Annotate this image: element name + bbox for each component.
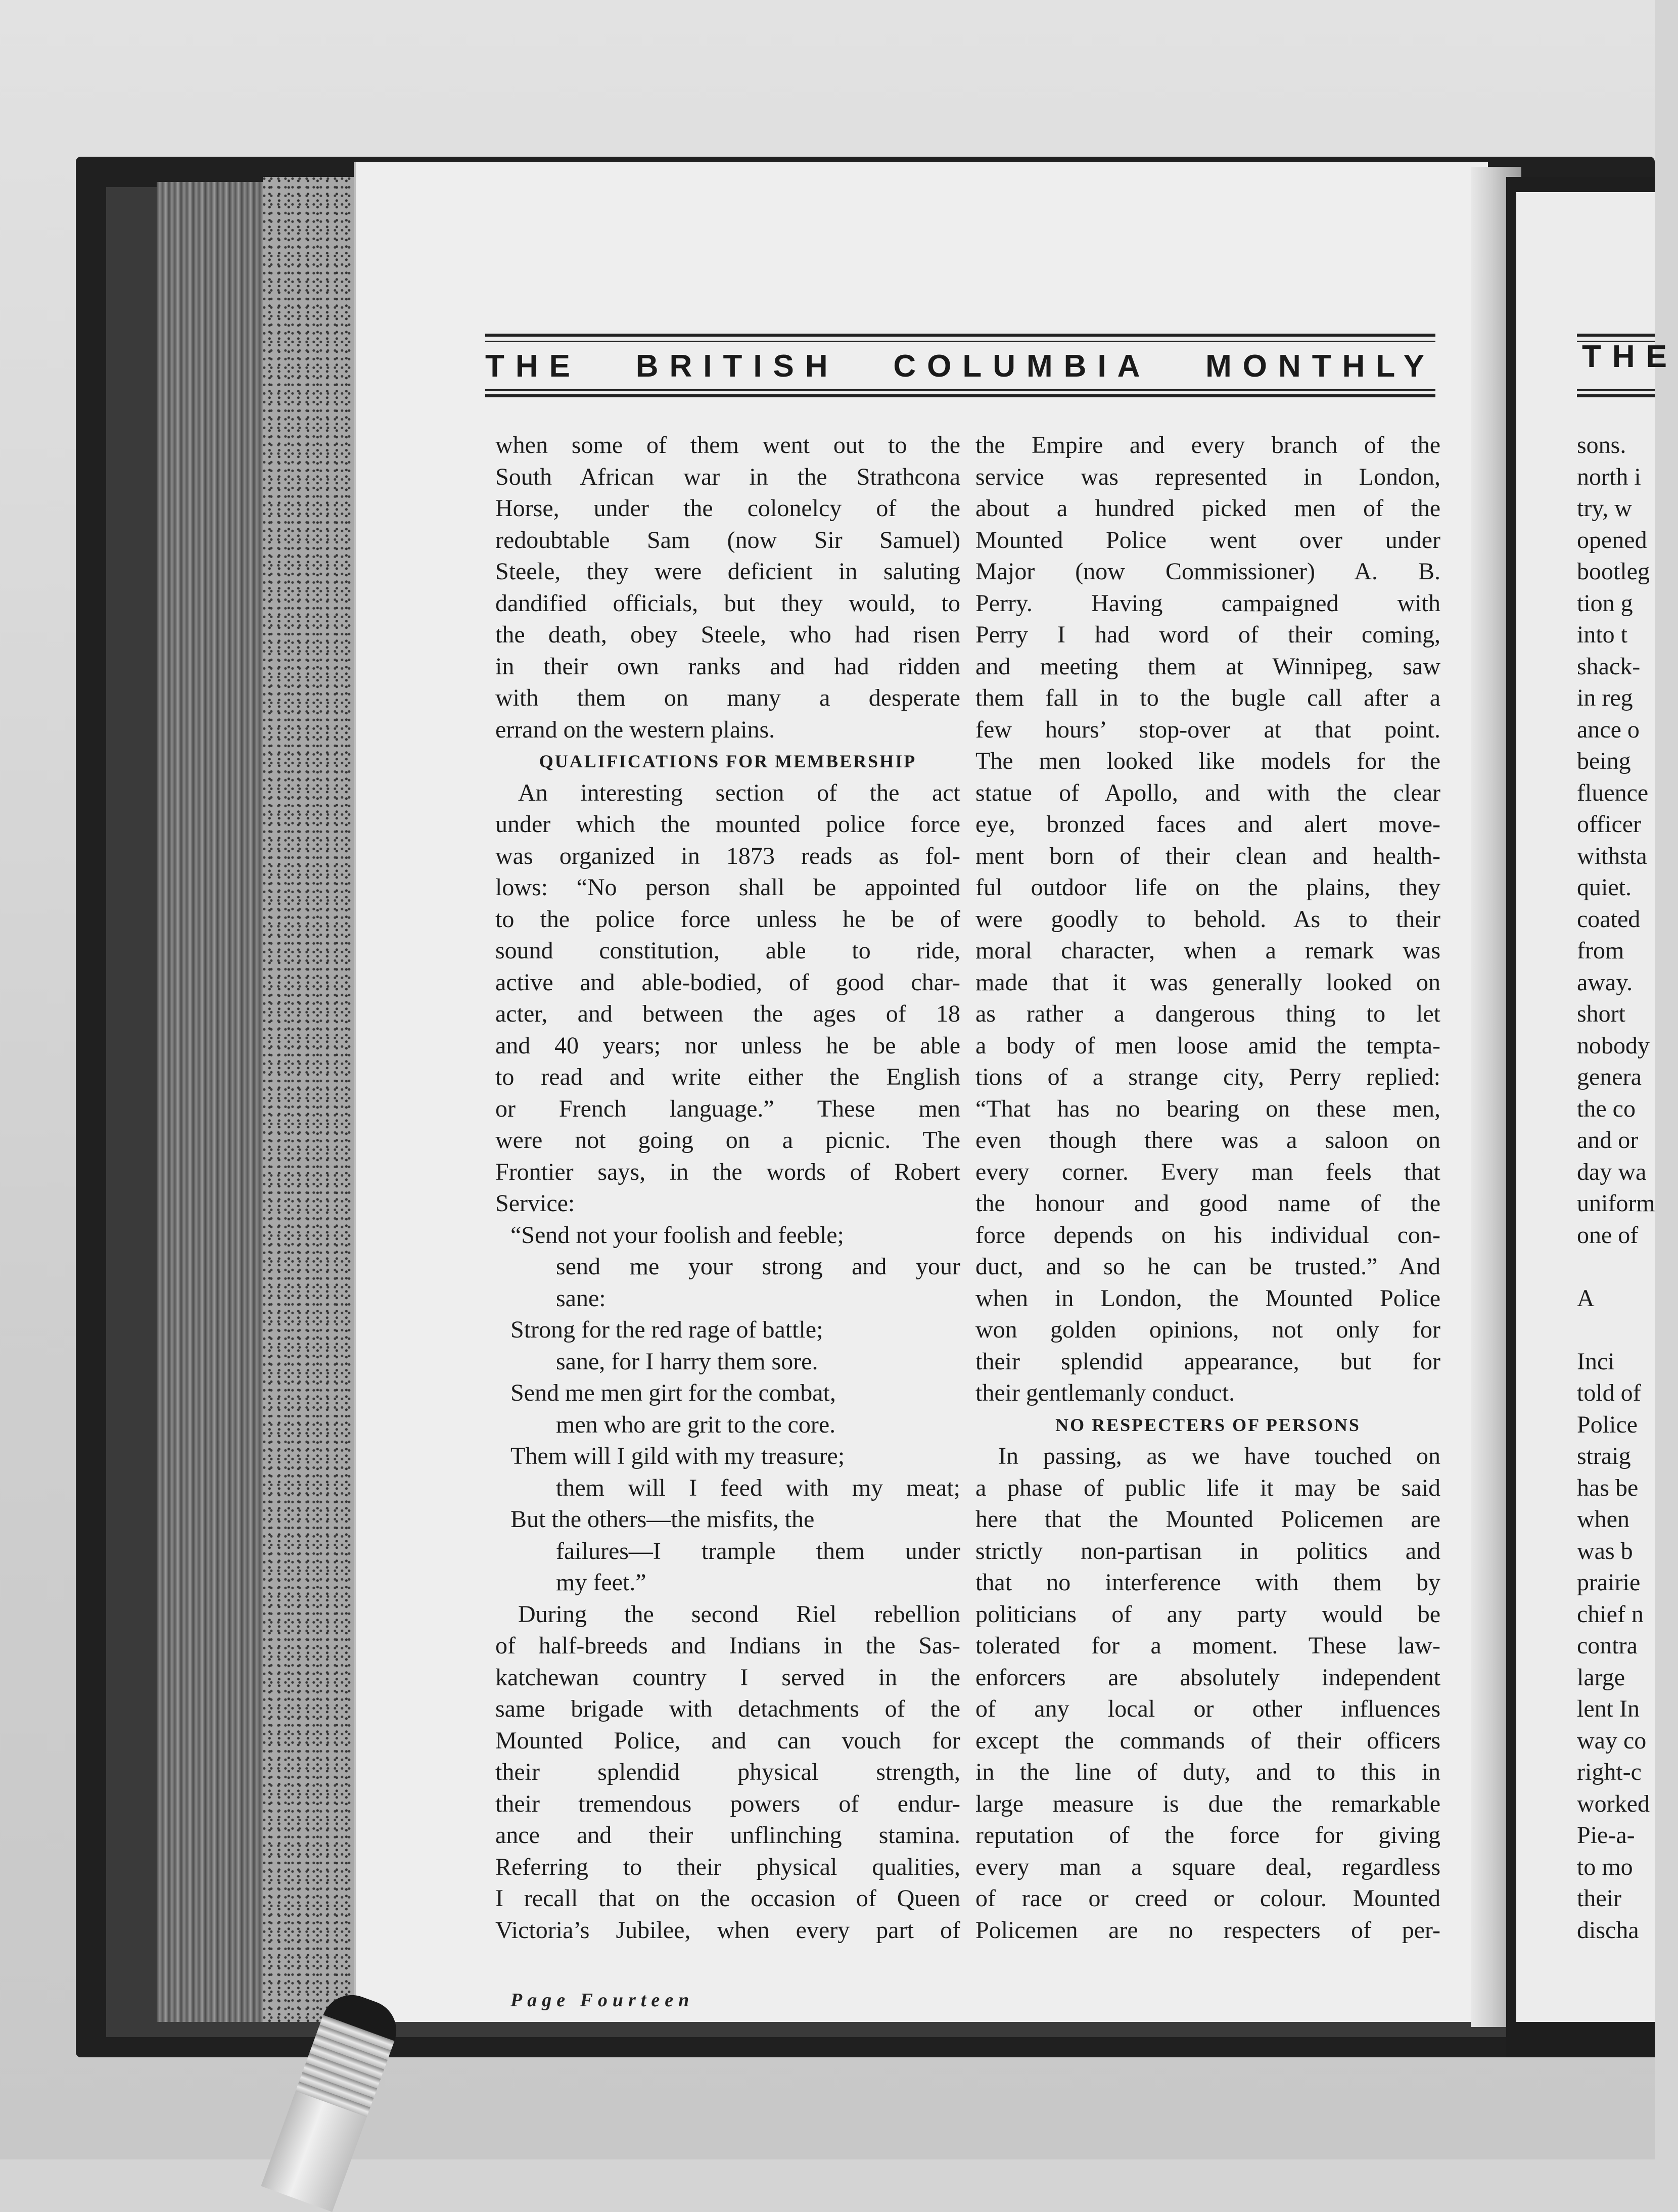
facing-text-line: one of — [1577, 1221, 1639, 1249]
text-line: of any local or other influences — [975, 1695, 1440, 1722]
text-line: tions of a strange city, Perry replied: — [975, 1064, 1440, 1090]
text-line: Major (now Commissioner) A. B. — [975, 558, 1440, 585]
text-line: dandified officials, but they would, to — [495, 589, 960, 617]
header-rule-top-thin — [485, 341, 1435, 342]
facing-text-line: into t — [1577, 621, 1628, 648]
text-line: even though there was a saloon on — [975, 1127, 1440, 1154]
text-line: Frontier says, in the words of Robert — [495, 1158, 960, 1185]
text-line: Policemen are no respecters of per- — [975, 1916, 1440, 1944]
facing-text-line: the co — [1577, 1095, 1636, 1122]
text-line: reputation of the force for giving — [975, 1822, 1440, 1849]
text-line: their tremendous powers of endur- — [495, 1790, 960, 1817]
facing-text-line: north i — [1577, 463, 1641, 490]
text-line: about a hundred picked men of the — [975, 495, 1440, 522]
poem-line: them will I feed with my meat; — [556, 1474, 960, 1501]
text-line: Perry I had word of their coming, — [975, 621, 1440, 648]
text-line: enforcers are absolutely independent — [975, 1664, 1440, 1691]
poem-line: Send me men girt for the combat, — [510, 1379, 836, 1406]
facing-text-line: contra — [1577, 1632, 1638, 1659]
facing-text-line: Pie-a- — [1577, 1822, 1635, 1849]
header-word: BRITISH — [635, 349, 839, 384]
section-heading: QUALIFICATIONS FOR MEMBERSHIP — [539, 751, 917, 771]
facing-text-line: ance o — [1577, 716, 1640, 743]
running-header — [485, 334, 1435, 399]
facing-text-line: prairie — [1577, 1569, 1641, 1596]
header-word: MONTHLY — [1205, 349, 1435, 384]
facing-text-line: worked — [1577, 1790, 1650, 1817]
poem-line: my feet.” — [556, 1569, 646, 1596]
facing-text-line: fluence — [1577, 779, 1649, 806]
text-line: their splendid physical strength, — [495, 1759, 960, 1785]
header-rule-bottom — [485, 394, 1435, 397]
text-line: large measure is due the remarkable — [975, 1790, 1440, 1817]
facing-text-line: has be — [1577, 1474, 1639, 1501]
text-line: same brigade with detachments of the — [495, 1695, 960, 1722]
text-line: few hours’ stop-over at that point. — [975, 716, 1440, 743]
poem-line: men who are grit to the core. — [556, 1411, 836, 1438]
text-line: every man a square deal, regardless — [975, 1853, 1440, 1880]
poem-line: sane, for I harry them sore. — [556, 1348, 818, 1375]
text-line: a phase of public life it may be said — [975, 1474, 1440, 1501]
page-number-footer: Page Fourteen — [510, 1990, 694, 2011]
facing-text-line: way co — [1577, 1727, 1647, 1754]
text-line: as rather a dangerous thing to let — [975, 1000, 1440, 1027]
text-line: South African war in the Strathcona — [495, 463, 960, 490]
text-line: the death, obey Steele, who had risen — [495, 621, 960, 648]
facing-header: THE — [1582, 339, 1678, 374]
poem-line: Strong for the red rage of battle; — [510, 1316, 823, 1343]
facing-text-line: straig — [1577, 1443, 1631, 1469]
header-rule-bottom-thin — [485, 389, 1435, 391]
text-line: were goodly to behold. As to their — [975, 905, 1440, 933]
text-line: An interesting section of the act — [518, 779, 960, 806]
facing-text-line: withsta — [1577, 842, 1647, 869]
section-heading: NO RESPECTERS OF PERSONS — [1055, 1414, 1361, 1435]
text-line: the honour and good name of the — [975, 1190, 1440, 1217]
poem-line: Them will I gild with my treasure; — [510, 1443, 845, 1469]
facing-text-line: Inci — [1577, 1348, 1615, 1375]
poem-line: But the others—the misfits, the — [510, 1506, 815, 1533]
text-line: to read and write either the English — [495, 1064, 960, 1090]
poem-line: send me your strong and your — [556, 1253, 960, 1280]
text-line: of race or creed or colour. Mounted — [975, 1885, 1440, 1912]
header-word: COLUMBIA — [893, 349, 1151, 384]
text-line: acter, and between the ages of 18 — [495, 1000, 960, 1027]
facing-text-line: away. — [1577, 969, 1633, 996]
text-line: the Empire and every branch of the — [975, 432, 1440, 458]
text-line: In passing, as we have touched on — [998, 1443, 1440, 1469]
text-line: force depends on his individual con- — [975, 1221, 1440, 1249]
text-line: Referring to their physical qualities, — [495, 1853, 960, 1880]
text-line: statue of Apollo, and with the clear — [975, 779, 1440, 806]
facing-header-rule — [1577, 334, 1655, 337]
text-line: “That has no bearing on these men, — [975, 1095, 1440, 1122]
text-line: won golden opinions, not only for — [975, 1316, 1440, 1343]
facing-text-line: and or — [1577, 1127, 1639, 1154]
text-line: except the commands of their officers — [975, 1727, 1440, 1754]
facing-header-rule-bottom-thin — [1577, 389, 1655, 391]
text-line: were not going on a picnic. The — [495, 1127, 960, 1154]
text-line: or French language.” These men — [495, 1095, 960, 1122]
facing-text-line: tion g — [1577, 589, 1633, 617]
facing-text-line — [1577, 1251, 1658, 1283]
text-line: During the second Riel rebellion — [518, 1600, 960, 1628]
facing-text-line: was b — [1577, 1537, 1633, 1564]
facing-text-line: told of — [1577, 1379, 1641, 1406]
left-text-column — [495, 430, 960, 1946]
text-line: made that it was generally looked on — [975, 969, 1440, 996]
text-line: I recall that on the occasion of Queen — [495, 1885, 960, 1912]
text-line: duct, and so he can be trusted.” And — [975, 1253, 1440, 1280]
text-line: ful outdoor life on the plains, they — [975, 874, 1440, 901]
header-rule-top — [485, 334, 1435, 337]
text-line: with them on many a desperate — [495, 684, 960, 711]
facing-text-line: quiet. — [1577, 874, 1632, 901]
text-line: lows: “No person shall be appointed — [495, 874, 960, 901]
facing-text-line: large — [1577, 1664, 1625, 1691]
text-line: katchewan country I served in the — [495, 1664, 960, 1691]
facing-text-line: short — [1577, 1000, 1625, 1027]
facing-text-line: chief n — [1577, 1600, 1644, 1628]
text-line: when some of them went out to the — [495, 432, 960, 458]
text-line: under which the mounted police force — [495, 811, 960, 838]
text-line: that no interference with them by — [975, 1569, 1440, 1596]
text-line: eye, bronzed faces and alert move- — [975, 811, 1440, 838]
facing-text-column — [1577, 430, 1658, 1946]
text-line: redoubtable Sam (now Sir Samuel) — [495, 526, 960, 554]
text-line: here that the Mounted Policemen are — [975, 1506, 1440, 1533]
text-line: them fall in to the bugle call after a — [975, 684, 1440, 711]
facing-text-line: bootleg — [1577, 558, 1650, 585]
facing-text-line: when — [1577, 1506, 1629, 1533]
text-line: Mounted Police, and can vouch for — [495, 1727, 960, 1754]
text-line: and meeting them at Winnipeg, saw — [975, 653, 1440, 680]
text-line: Victoria’s Jubilee, when every part of — [495, 1916, 960, 1944]
text-line: Mounted Police went over under — [975, 526, 1440, 554]
text-line: their splendid appearance, but for — [975, 1348, 1440, 1375]
text-line: moral character, when a remark was — [975, 937, 1440, 964]
text-line: ment born of their clean and health- — [975, 842, 1440, 869]
text-line: errand on the western plains. — [495, 716, 775, 743]
facing-text-line: to mo — [1577, 1853, 1633, 1880]
poem-line: failures—I trample them under — [556, 1537, 960, 1564]
facing-text-line: officer — [1577, 811, 1642, 838]
text-line: Steele, they were deficient in saluting — [495, 558, 960, 585]
facing-text-line: lent In — [1577, 1695, 1640, 1722]
text-line: Service: — [495, 1190, 575, 1217]
text-line: to the police force unless he be of — [495, 905, 960, 933]
text-line: Horse, under the colonelcy of the — [495, 495, 960, 522]
facing-text-line: right-c — [1577, 1759, 1642, 1785]
right-text-column — [975, 430, 1440, 1946]
text-line: tolerated for a moment. These law- — [975, 1632, 1440, 1659]
facing-text-line: coated — [1577, 905, 1641, 933]
text-line: sound constitution, able to ride, — [495, 937, 960, 964]
facing-text-line: uniform — [1577, 1190, 1655, 1217]
text-line: was organized in 1873 reads as fol- — [495, 842, 960, 869]
journal-title — [485, 349, 1435, 384]
text-line: in the line of duty, and to this in — [975, 1759, 1440, 1785]
text-line: in their own ranks and had ridden — [495, 653, 960, 680]
text-line: of half-breeds and Indians in the Sas- — [495, 1632, 960, 1659]
facing-text-line — [1577, 1314, 1658, 1346]
text-line: politicians of any party would be — [975, 1600, 1440, 1628]
facing-text-line: nobody — [1577, 1032, 1650, 1059]
text-line: Perry. Having campaigned with — [975, 589, 1440, 617]
facing-text-line: try, w — [1577, 495, 1632, 522]
header-word: THE — [485, 349, 581, 384]
text-line: every corner. Every man feels that — [975, 1158, 1440, 1185]
facing-text-line: their — [1577, 1885, 1621, 1912]
text-line: ance and their unflinching stamina. — [495, 1822, 960, 1849]
text-line: and 40 years; nor unless he be able — [495, 1032, 960, 1059]
facing-text-line: Police — [1577, 1411, 1638, 1438]
facing-text-line: in reg — [1577, 684, 1633, 711]
facing-text-line: A — [1577, 1284, 1595, 1312]
facing-text-line: opened — [1577, 526, 1647, 554]
facing-text-line: sons. — [1577, 432, 1626, 458]
poem-line: sane: — [556, 1284, 606, 1312]
facing-text-line: discha — [1577, 1916, 1639, 1944]
facing-text-line: from — [1577, 937, 1624, 964]
text-line: strictly non-partisan in politics and — [975, 1537, 1440, 1564]
text-line: when in London, the Mounted Police — [975, 1284, 1440, 1312]
facing-text-line: day wa — [1577, 1158, 1647, 1185]
text-line: a body of men loose amid the tempta- — [975, 1032, 1440, 1059]
facing-text-line: being — [1577, 748, 1631, 774]
text-line: The men looked like models for the — [975, 748, 1440, 774]
text-line: their gentlemanly conduct. — [975, 1379, 1235, 1406]
speckled-page-edge — [263, 177, 354, 2022]
facing-text-line: genera — [1577, 1064, 1642, 1090]
poem-line: “Send not your foolish and feeble; — [510, 1221, 844, 1249]
facing-header-rule-bottom — [1577, 394, 1655, 397]
facing-text-line: shack- — [1577, 653, 1641, 680]
text-line: service was represented in London, — [975, 463, 1440, 490]
text-line: active and able-bodied, of good char- — [495, 969, 960, 996]
